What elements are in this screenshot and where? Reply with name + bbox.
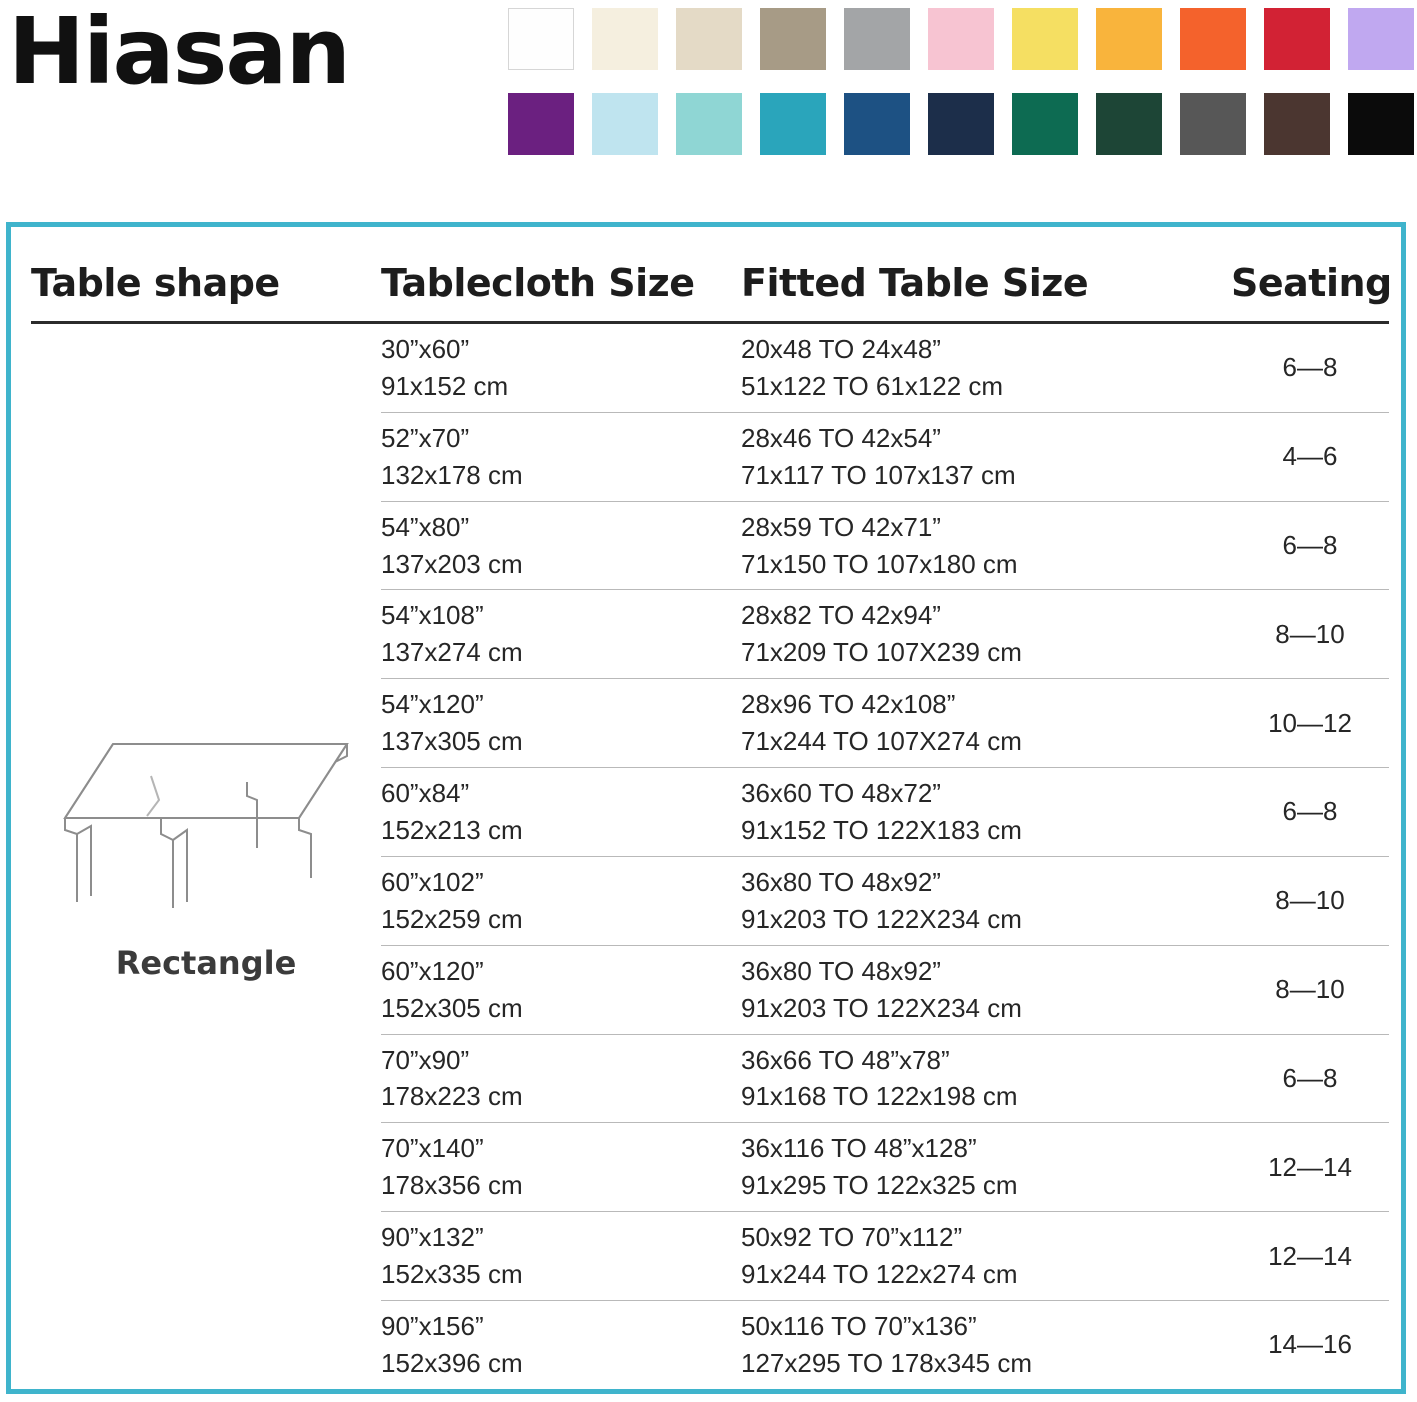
cloth-cm: 152x213 cm — [381, 814, 523, 845]
cloth-cm: 152x305 cm — [381, 992, 523, 1023]
cloth-cm: 178x356 cm — [381, 1170, 523, 1201]
fitted-inches: 36x116 TO 48”x128” — [741, 1133, 977, 1164]
fitted-inches: 36x66 TO 48”x78” — [741, 1044, 950, 1075]
cell-seating: 6—8 — [1231, 323, 1389, 413]
swatch-taupe[interactable] — [760, 8, 826, 70]
cell-fitted-size — [741, 1300, 1231, 1388]
color-swatch-grid — [508, 8, 1348, 155]
header-table-shape: Table shape — [31, 261, 280, 305]
header — [0, 0, 1417, 180]
swatch-white[interactable] — [508, 8, 574, 70]
swatch-coffee-brown[interactable] — [1264, 93, 1330, 155]
cell-seating: 12—14 — [1231, 1123, 1389, 1212]
swatch-teal[interactable] — [760, 93, 826, 155]
fitted-cm: 91x168 TO 122x198 cm — [741, 1081, 1018, 1112]
fitted-cm: 71x244 TO 107X274 cm — [741, 726, 1022, 757]
cell-fitted-size — [741, 501, 1231, 590]
fitted-cm: 91x203 TO 122X234 cm — [741, 903, 1022, 934]
cloth-cm: 137x274 cm — [381, 637, 523, 668]
cell-tablecloth-size — [381, 412, 741, 501]
cell-tablecloth-size — [381, 768, 741, 857]
table-shape-label: Rectangle — [115, 944, 297, 983]
swatch-beige[interactable] — [676, 8, 742, 70]
cell-tablecloth-size — [381, 590, 741, 679]
cell-tablecloth-size — [381, 945, 741, 1034]
swatch-orange[interactable] — [1180, 8, 1246, 70]
fitted-inches: 36x80 TO 48x92” — [741, 955, 941, 986]
cell-fitted-size — [741, 1034, 1231, 1123]
brand-logo: Hiasan — [8, 0, 349, 105]
fitted-inches: 50x116 TO 70”x136” — [741, 1310, 977, 1341]
cloth-inches: 70”x140” — [381, 1133, 484, 1164]
cloth-inches: 70”x90” — [381, 1044, 470, 1075]
rectangle-table-icon — [51, 730, 361, 930]
swatch-dark-gray[interactable] — [1180, 93, 1246, 155]
header-fitted-size: Fitted Table Size — [741, 261, 1089, 305]
cell-tablecloth-size — [381, 1034, 741, 1123]
table-header — [31, 261, 1392, 323]
fitted-inches: 28x82 TO 42x94” — [741, 600, 941, 631]
fitted-inches: 28x96 TO 42x108” — [741, 689, 956, 720]
cell-seating: 8—10 — [1231, 945, 1389, 1034]
fitted-inches: 20x48 TO 24x48” — [741, 334, 941, 364]
swatch-purple[interactable] — [508, 93, 574, 155]
cloth-cm: 91x152 cm — [381, 370, 509, 401]
table-row — [31, 323, 1389, 413]
swatch-emerald-green[interactable] — [1012, 93, 1078, 155]
cloth-cm: 137x203 cm — [381, 548, 523, 579]
cell-fitted-size — [741, 945, 1231, 1034]
cell-fitted-size — [741, 412, 1231, 501]
swatch-hunter-green[interactable] — [1096, 93, 1162, 155]
cloth-cm: 137x305 cm — [381, 726, 523, 757]
swatch-dark-navy[interactable] — [928, 93, 994, 155]
fitted-cm: 71x117 TO 107x137 cm — [741, 459, 1016, 490]
fitted-inches: 28x46 TO 42x54” — [741, 422, 941, 453]
fitted-inches: 36x60 TO 48x72” — [741, 778, 941, 809]
cell-fitted-size — [741, 323, 1231, 413]
cell-seating: 10—12 — [1231, 679, 1389, 768]
swatch-aqua[interactable] — [676, 93, 742, 155]
fitted-cm: 71x209 TO 107X239 cm — [741, 637, 1022, 668]
fitted-cm: 51x122 TO 61x122 cm — [741, 370, 1004, 401]
cell-fitted-size — [741, 590, 1231, 679]
cloth-inches: 60”x84” — [381, 778, 470, 809]
cloth-inches: 54”x120” — [381, 689, 484, 720]
swatch-navy-blue[interactable] — [844, 93, 910, 155]
swatch-yellow[interactable] — [1012, 8, 1078, 70]
cell-tablecloth-size — [381, 323, 741, 413]
cloth-cm: 152x259 cm — [381, 903, 523, 934]
cell-tablecloth-size — [381, 1212, 741, 1301]
fitted-inches: 36x80 TO 48x92” — [741, 866, 941, 897]
fitted-inches: 50x92 TO 70”x112” — [741, 1222, 963, 1253]
cell-fitted-size — [741, 1212, 1231, 1301]
swatch-red[interactable] — [1264, 8, 1330, 70]
cell-seating: 12—14 — [1231, 1212, 1389, 1301]
cell-seating: 6—8 — [1231, 768, 1389, 857]
size-chart-table — [31, 261, 1392, 1389]
cell-seating: 6—8 — [1231, 1034, 1389, 1123]
cell-fitted-size — [741, 856, 1231, 945]
cloth-inches: 30”x60” — [381, 334, 470, 364]
cloth-inches: 60”x120” — [381, 955, 484, 986]
cloth-inches: 54”x108” — [381, 600, 484, 631]
cloth-inches: 60”x102” — [381, 866, 484, 897]
cloth-inches: 52”x70” — [381, 422, 470, 453]
cloth-cm: 152x396 cm — [381, 1347, 523, 1378]
fitted-cm: 91x244 TO 122x274 cm — [741, 1259, 1018, 1290]
cell-fitted-size — [741, 679, 1231, 768]
table-body — [31, 323, 1389, 1389]
fitted-cm: 91x203 TO 122X234 cm — [741, 992, 1022, 1023]
cell-fitted-size — [741, 768, 1231, 857]
fitted-cm: 91x295 TO 122x325 cm — [741, 1170, 1018, 1201]
swatch-black[interactable] — [1348, 93, 1414, 155]
swatch-lavender[interactable] — [1348, 8, 1414, 70]
swatch-light-blue[interactable] — [592, 93, 658, 155]
fitted-inches: 28x59 TO 42x71” — [741, 511, 941, 542]
cell-seating: 6—8 — [1231, 501, 1389, 590]
swatch-ivory[interactable] — [592, 8, 658, 70]
cloth-cm: 152x335 cm — [381, 1259, 523, 1290]
cell-seating: 8—10 — [1231, 856, 1389, 945]
swatch-gray[interactable] — [844, 8, 910, 70]
cell-tablecloth-size — [381, 1123, 741, 1212]
cloth-inches: 90”x156” — [381, 1310, 484, 1341]
size-chart-panel — [6, 222, 1406, 1394]
cell-seating: 14—16 — [1268, 1329, 1352, 1360]
cell-seating: 4—6 — [1231, 412, 1389, 501]
cloth-cm: 178x223 cm — [381, 1081, 523, 1112]
table-shape-cell — [31, 323, 381, 1389]
header-tablecloth-size: Tablecloth Size — [381, 261, 695, 305]
fitted-cm: 71x150 TO 107x180 cm — [741, 548, 1018, 579]
cloth-inches: 90”x132” — [381, 1222, 484, 1253]
cell-tablecloth-size — [381, 679, 741, 768]
swatch-blush-pink[interactable] — [928, 8, 994, 70]
swatch-marigold[interactable] — [1096, 8, 1162, 70]
cell-fitted-size — [741, 1123, 1231, 1212]
header-seating: Seating — [1231, 261, 1392, 305]
fitted-cm: 91x152 TO 122X183 cm — [741, 814, 1022, 845]
cloth-inches: 54”x80” — [381, 511, 470, 542]
cloth-cm: 132x178 cm — [381, 459, 523, 490]
fitted-cm: 127x295 TO 178x345 cm — [741, 1347, 1033, 1378]
cell-seating: 8—10 — [1231, 590, 1389, 679]
cell-tablecloth-size — [381, 1300, 741, 1388]
cell-tablecloth-size — [381, 856, 741, 945]
cell-tablecloth-size — [381, 501, 741, 590]
